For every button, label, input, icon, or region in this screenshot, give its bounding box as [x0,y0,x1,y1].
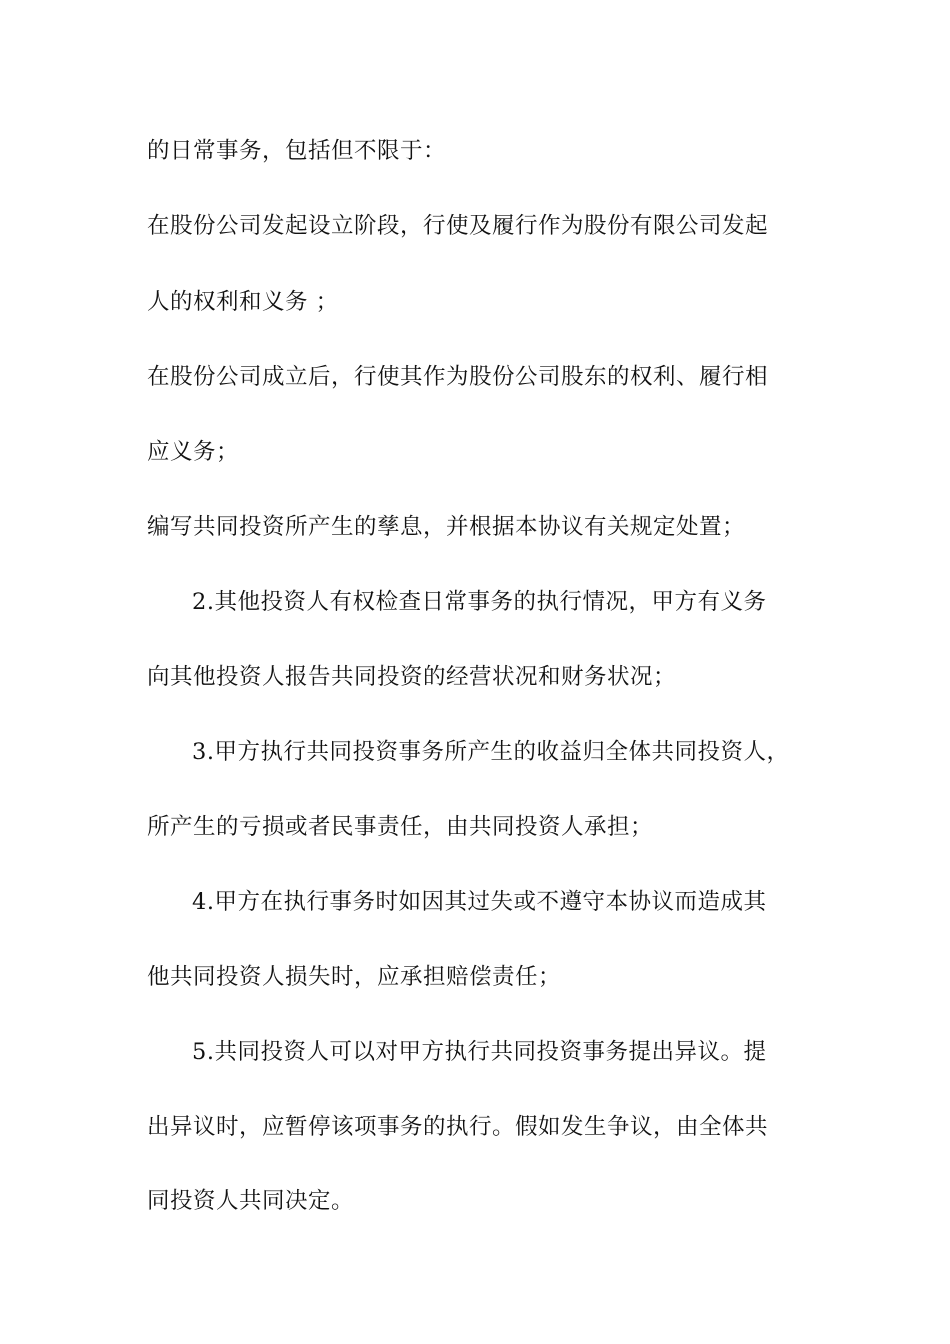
paragraph-line: 同投资人共同决定。 [147,1188,355,1214]
paragraph-line: 所产生的亏损或者民事责任，由共同投资人承担； [147,814,654,840]
paragraph-line: 应义务； [147,439,240,465]
clause-5-line: 5.共同投资人可以对甲方执行共同投资事务提出异议。提 [192,1039,767,1065]
paragraph-line: 向其他投资人报告共同投资的经营状况和财务状况； [147,664,677,690]
clause-2-line: 2.其他投资人有权检查日常事务的执行情况，甲方有义务 [192,589,767,615]
paragraph-line: 人的权利和义务 ； [147,289,339,315]
paragraph-line: 编写共同投资所产生的孳息，并根据本协议有关规定处置； [147,514,746,540]
paragraph-line: 出异议时，应暂停该项事务的执行。假如发生争议，由全体共 [147,1114,769,1140]
clause-4-line: 4.甲方在执行事务时如因其过失或不遵守本协议而造成其 [192,889,767,915]
paragraph-line: 他共同投资人损失时，应承担赔偿责任； [147,964,562,990]
clause-3-line: 3.甲方执行共同投资事务所产生的收益归全体共同投资人， [192,739,790,765]
paragraph-line: 的日常事务，包括但不限于： [147,138,447,164]
paragraph-line: 在股份公司成立后，行使其作为股份公司股东的权利、履行相 [147,364,769,390]
paragraph-line: 在股份公司发起设立阶段，行使及履行作为股份有限公司发起 [147,213,769,239]
